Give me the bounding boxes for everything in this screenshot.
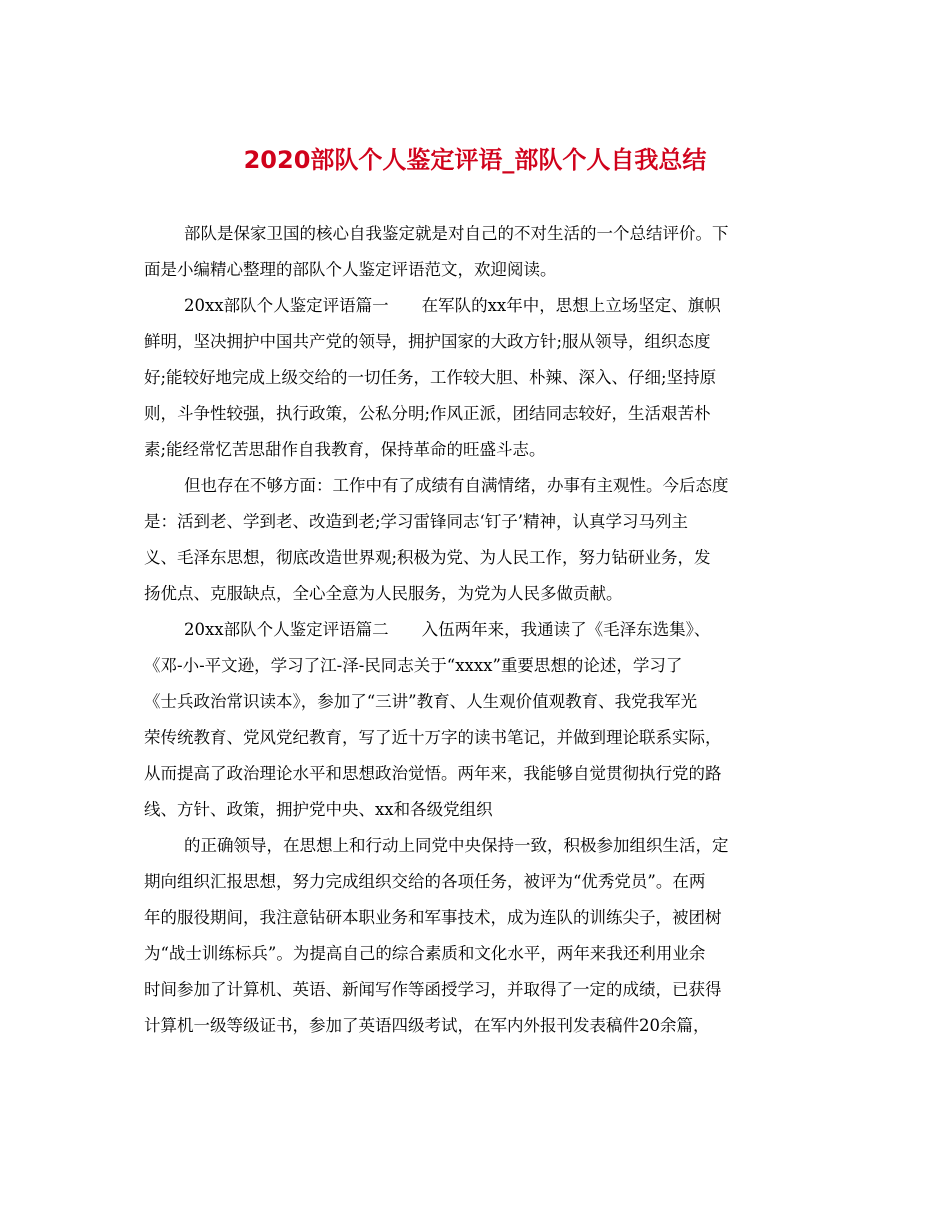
- paragraph-line: 《邓-小-平文逊，学习了江-泽-民同志关于“xxxx”重要思想的论述，学习了: [144, 656, 683, 675]
- paragraph-line: 《士兵政治常识读本》，参加了“三讲”教育、人生观价值观教育、我党我军光: [144, 692, 698, 711]
- paragraph-line: 扬优点、克服缺点，全心全意为人民服务，为党为人民多做贡献。: [144, 584, 623, 603]
- paragraph-line: 为“战士训练标兵”。为提高自己的综合素质和文化水平，两年来我还利用业余: [144, 944, 706, 963]
- paragraph-line: 20xx部队个人鉴定评语篇二 入伍两年来，我通读了《毛泽东选集》、: [184, 620, 711, 639]
- paragraph-line: 期向组织汇报思想，努力完成组织交给的各项任务，被评为“优秀党员”。在两: [144, 872, 706, 891]
- paragraph-line: 鲜明，坚决拥护中国共产党的领导，拥护国家的大政方针;服从领导，组织态度: [144, 332, 711, 351]
- paragraph-line: 是：活到老、学到老、改造到老;学习雷锋同志‘钉子’精神，认真学习马列主: [144, 512, 689, 531]
- paragraph-line: 荣传统教育、党风党纪教育，写了近十万字的读书笔记，并做到理论联系实际，: [144, 728, 722, 747]
- paragraph-line: 则，斗争性较强，执行政策，公私分明;作风正派，团结同志较好，生活艰苦朴: [144, 404, 711, 423]
- paragraph-line: 从而提高了政治理论水平和思想政治觉悟。两年来，我能够自觉贯彻执行党的路: [144, 764, 722, 783]
- paragraph-line: 时间参加了计算机、英语、新闻写作等函授学习，并取得了一定的成绩，已获得: [144, 980, 722, 999]
- paragraph-line: 但也存在不够方面：工作中有了成绩有自满情绪，办事有主观性。今后态度: [184, 476, 729, 495]
- paragraph-line: 部队是保家卫国的核心自我鉴定就是对自己的不对生活的一个总结评价。下: [184, 224, 729, 243]
- paragraph-line: 面是小编精心整理的部队个人鉴定评语范文，欢迎阅读。: [144, 260, 557, 279]
- document-title: 2020部队个人鉴定评语_部队个人自我总结: [243, 146, 707, 174]
- paragraph-line: 好;能较好地完成上级交给的一切任务，工作较大胆、朴辣、深入、仔细;坚持原: [144, 368, 717, 387]
- paragraph-line: 计算机一级等级证书，参加了英语四级考试，在军内外报刊发表稿件20余篇，: [144, 1016, 710, 1035]
- paragraph-line: 年的服役期间，我注意钻研本职业务和军事技术，成为连队的训练尖子，被团树: [144, 908, 722, 927]
- paragraph-line: 20xx部队个人鉴定评语篇一 在军队的xx年中，思想上立场坚定、旗帜: [184, 296, 721, 315]
- paragraph-line: 线、方针、政策，拥护党中央、xx和各级党组织: [144, 800, 493, 819]
- paragraph-line: 义、毛泽东思想，彻底改造世界观;积极为党、为人民工作，努力钻研业务，发: [144, 548, 711, 567]
- paragraph-line: 的正确领导，在思想上和行动上同党中央保持一致，积极参加组织生活，定: [184, 836, 729, 855]
- paragraph-line: 素;能经常忆苦思甜作自我教育，保持革命的旺盛斗志。: [144, 440, 546, 459]
